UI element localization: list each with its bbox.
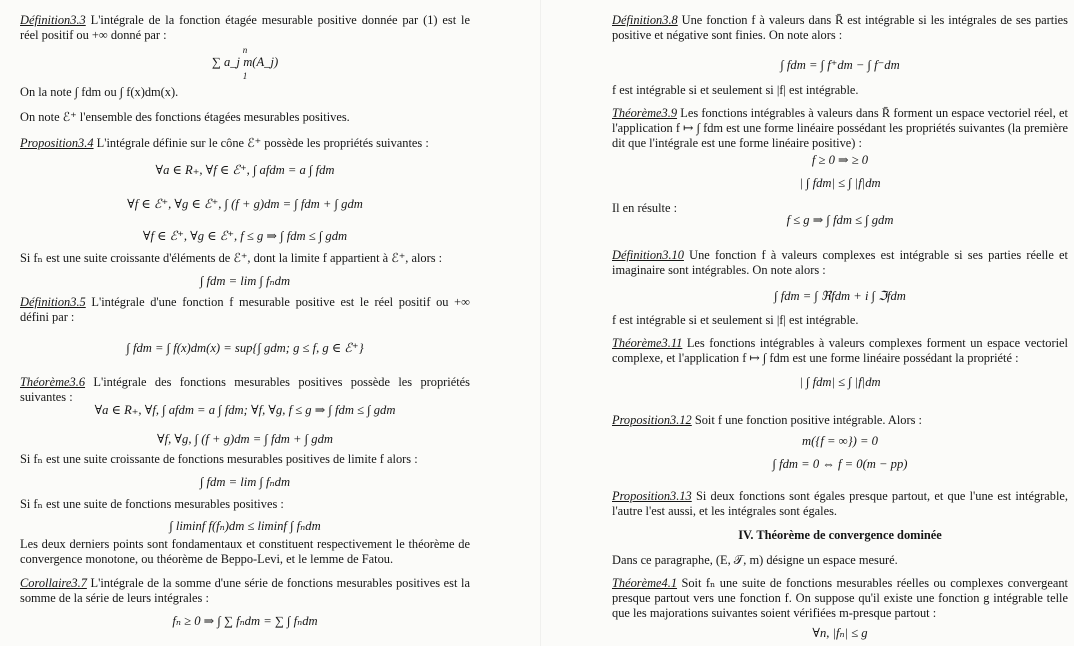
theorem-label: Théorème3.11 [612, 336, 683, 350]
definition-label: Définition3.10 [612, 248, 684, 262]
fatou-sequence-text: Si fₙ est une suite de fonctions mesurables positives : [20, 497, 284, 511]
theorem-3-9 [612, 106, 1068, 151]
integral-notation: On la note ∫ fdm ou ∫ f(x)dm(x). [20, 85, 179, 99]
equation-positivity: f ≥ 0 ⇒ ≥ 0 [811, 153, 869, 167]
proposition-label: Proposition3.4 [20, 136, 94, 150]
theorem-3-6 [20, 375, 470, 405]
proposition-3-12 [612, 413, 1068, 428]
definition-text: L'intégrale d'une fonction f mesurable positive est le réel positif ou +∞ défini par : [20, 295, 470, 324]
equation-series: fₙ ≥ 0 ⇒ ∫ ∑ fₙdm = ∑ ∫ fₙdm [172, 614, 318, 628]
equation-complex: ∫ fdm = ∫ ℜfdm + i ∫ ℑfdm [774, 289, 906, 303]
definition-text: L'intégrale de la fonction étagée mesurable positive donnée par (1) est le réel positif ou +∞ donné par : [20, 13, 470, 42]
equation-properties-1: ∀a ∈ R₊, ∀f, ∫ afdm = a ∫ fdm; ∀f, ∀g, f ≤ g ⇒ ∫ fdm ≤ ∫ gdm [94, 403, 396, 417]
corollary-text: L'intégrale de la somme d'une série de fonctions mesurables positives est la somme de la série de leurs intégrales : [20, 576, 470, 605]
definition-3-3 [20, 13, 470, 43]
equation-order: f ≤ g ⇒ ∫ fdm ≤ ∫ gdm [786, 213, 894, 227]
theorem-4-1 [612, 576, 1068, 621]
proposition-text: Soit f une fonction positive intégrable. Alors : [691, 413, 922, 427]
equation-domination: ∀n, |fₙ| ≤ g [812, 626, 868, 640]
definition-label: Définition3.3 [20, 13, 86, 27]
definition-text: Une fonction f à valeurs dans R̄ est intégrable si les intégrales de ses parties positive et négative sont finies. On note alors : [612, 13, 1068, 42]
left-column [20, 0, 470, 646]
definition-3-8 [612, 13, 1068, 43]
theorem-text: Les fonctions intégrables à valeurs dans R̄ forment un espace vectoriel réel, et l'application f ↦ ∫ fdm est une forme linéaire possédant les propriétés suivantes (la première dit que l'intégrale est une forme linéaire positive) : [612, 106, 1068, 150]
equation-zero-integral: ∫ fdm = 0 ⇔ f = 0(m − pp) [772, 457, 908, 471]
equation-limit: ∫ fdm = lim ∫ fₙdm [199, 274, 291, 288]
sum-lower-bound: 1 [242, 71, 248, 81]
epsilon-plus-definition: On note ℰ⁺ l'ensemble des fonctions étagées mesurables positives. [20, 110, 350, 124]
measured-space-text: Dans ce paragraphe, (E, 𝒯, m) désigne un espace mesuré. [612, 553, 898, 567]
equation-additivity: ∀f ∈ ℰ⁺, ∀g ∈ ℰ⁺, ∫ (f + g)dm = ∫ fdm + ∫ gdm [127, 197, 363, 211]
proposition-label: Proposition3.12 [612, 413, 692, 427]
corollary-3-7 [20, 576, 470, 606]
theorem-label: Théorème4.1 [612, 576, 678, 590]
increasing-sequence-text: Si fₙ est une suite croissante d'éléments de ℰ⁺, dont la limite f appartient à ℰ⁺, alors : [20, 251, 443, 265]
sum-formula: ∑ a_j m(A_j) [211, 55, 279, 69]
theorem-label: Théorème3.9 [612, 106, 678, 120]
section-heading: IV. Théorème de convergence dominée [738, 528, 942, 542]
sum-upper-bound: n [242, 45, 248, 55]
theorem-text: Les fonctions intégrables à valeurs complexes forment un espace vectoriel complexe, et l'application f ↦ ∫ fdm est une forme linéaire possédant la propriété : [612, 336, 1068, 365]
definition-label: Définition3.5 [20, 295, 86, 309]
proposition-text: L'intégrale définie sur le cône ℰ⁺ possède les propriétés suivantes : [93, 136, 429, 150]
corollary-label: Corollaire3.7 [20, 576, 87, 590]
equation-abs-bound: | ∫ fdm| ≤ ∫ |f|dm [799, 176, 881, 190]
summary-paragraph: Les deux derniers points sont fondamentaux et constituent respectivement le théorème de convergence monotone, ou théorème de Beppo-Levi, et le lemme de Fatou. [20, 537, 470, 566]
column-gutter [540, 0, 541, 646]
definition-3-10 [612, 248, 1068, 278]
equation-positive-negative: ∫ fdm = ∫ f⁺dm − ∫ f⁻dm [780, 58, 900, 72]
equation-monotone-limit: ∫ fdm = lim ∫ fₙdm [199, 475, 291, 489]
definition-3-5 [20, 295, 470, 325]
equation-complex-abs-bound: | ∫ fdm| ≤ ∫ |f|dm [799, 375, 881, 389]
result-text: Il en résulte : [612, 201, 678, 215]
theorem-3-11 [612, 336, 1068, 366]
definition-label: Définition3.8 [612, 13, 678, 27]
equation-fatou: ∫ liminf f(fₙ)dm ≤ liminf ∫ fₙdm [169, 519, 321, 533]
proposition-3-13 [612, 489, 1068, 519]
integrability-criterion-complex: f est intégrable si et seulement si |f| est intégrable. [612, 313, 859, 327]
theorem-label: Théorème3.6 [20, 375, 86, 389]
equation-monotonicity: ∀f ∈ ℰ⁺, ∀g ∈ ℰ⁺, f ≤ g ⇒ ∫ fdm ≤ ∫ gdm [142, 229, 348, 243]
equation-linearity-scalar: ∀a ∈ R₊, ∀f ∈ ℰ⁺, ∫ afdm = a ∫ fdm [155, 163, 335, 177]
proposition-label: Proposition3.13 [612, 489, 692, 503]
proposition-3-4 [20, 136, 470, 151]
integrability-criterion: f est intégrable si et seulement si |f| est intégrable. [612, 83, 859, 97]
monotone-sequence-text: Si fₙ est une suite croissante de fonctions mesurables positives de limite f alors : [20, 452, 418, 466]
proposition-text: Si deux fonctions sont égales presque partout, et que l'une est intégrable, l'autre l'est aussi, et les intégrales sont égales. [612, 489, 1068, 518]
equation-supremum: ∫ fdm = ∫ f(x)dm(x) = sup{∫ gdm; g ≤ f, g ∈ ℰ⁺} [126, 341, 364, 355]
equation-properties-2: ∀f, ∀g, ∫ (f + g)dm = ∫ fdm + ∫ gdm [157, 432, 333, 446]
theorem-text: Soit fₙ une suite de fonctions mesurables réelles ou complexes convergeant presque partout vers une fonction f. On suppose qu'il existe une fonction g intégrable telle que les majorations suivantes soient vérifiées m-presque partout : [612, 576, 1068, 620]
equation-measure-infinity: m({f = ∞}) = 0 [802, 434, 878, 448]
theorem-text: L'intégrale des fonctions mesurables positives possède les propriétés suivantes : [20, 375, 470, 404]
right-column [612, 0, 1068, 646]
definition-text: Une fonction f à valeurs complexes est intégrable si ses parties réelle et imaginaire sont intégrables. On note alors : [612, 248, 1068, 277]
